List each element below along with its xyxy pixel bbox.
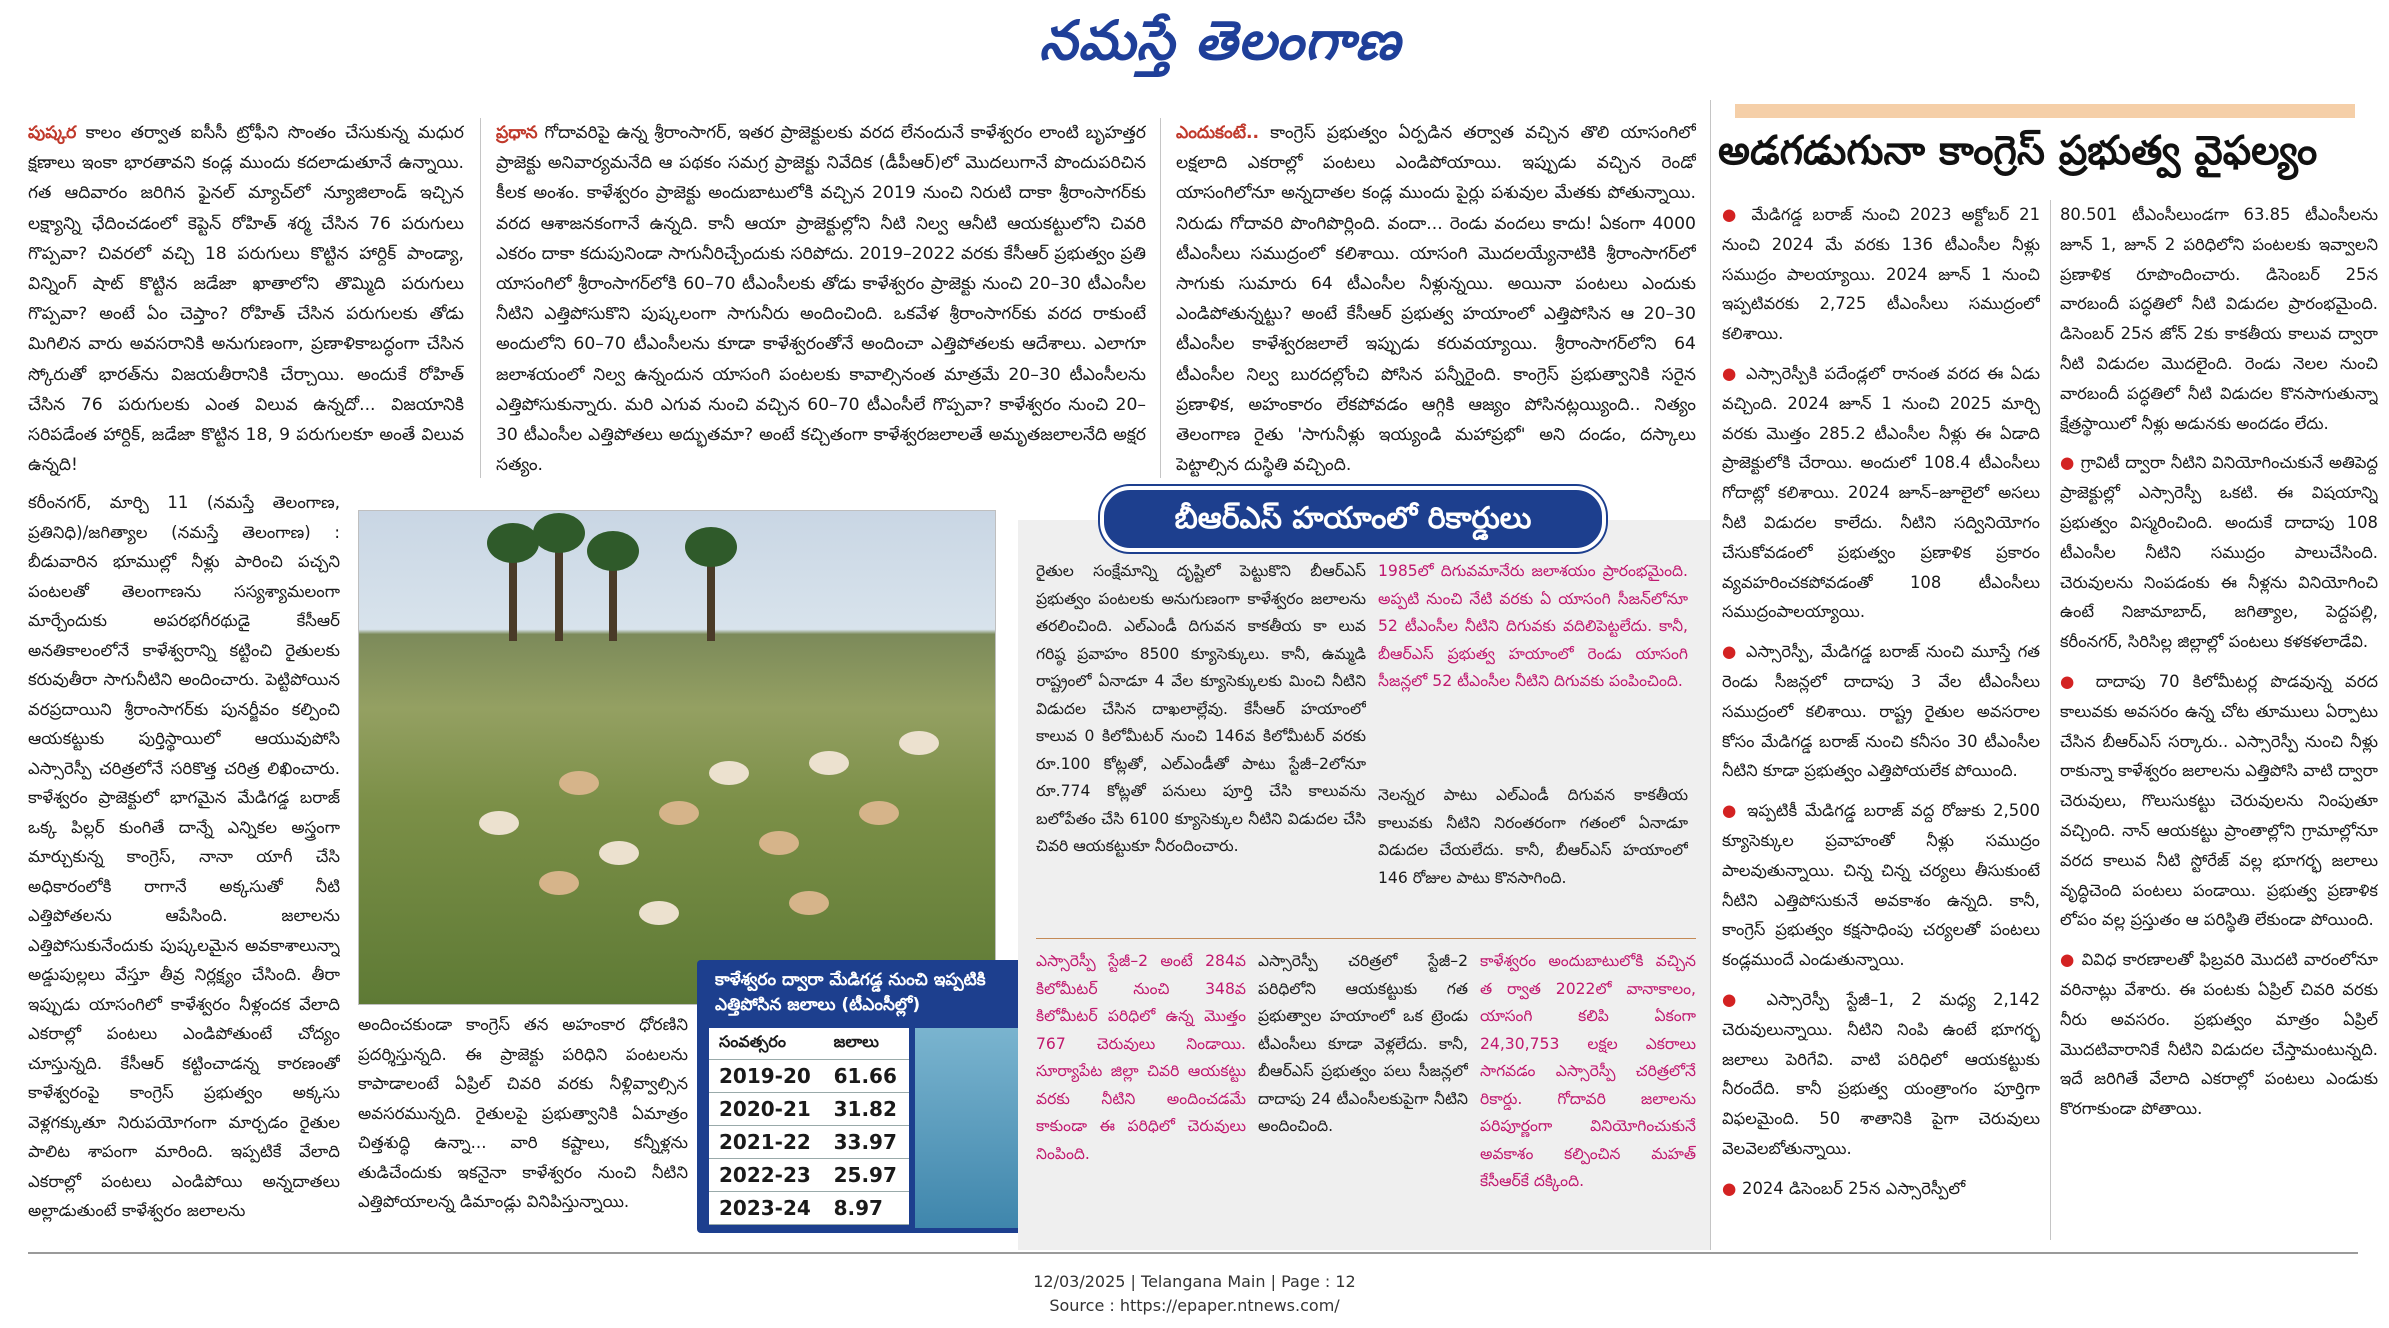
year-cell: 2023-24 (709, 1192, 824, 1225)
goat-icon (659, 801, 699, 825)
goat-icon (859, 801, 899, 825)
year-header: సంవత్సరం (709, 1028, 824, 1060)
goat-icon (709, 761, 749, 785)
goat-icon (789, 891, 829, 915)
year-cell: 2022-23 (709, 1159, 824, 1192)
bullet-icon: ● (2060, 950, 2082, 970)
failure-item (2060, 945, 2378, 1124)
col-1-text: కాలం తర్వాత ఐసీసీ ట్రోఫీని సొంతం చేసుకున్న మధుర క్షణాలు ఇంకా భారతావని కండ్ల ముందు కదలాడుతూనే ఉన్నాయి. గత ఆదివారం జరిగిన ఫైనల్ మ్యాచ్‌లో న్యూజిలాండ్ ఇచ్చిన లక్ష్యాన్ని ఛేదించడంలో కెప్టెన్ రోహిత్ శర్మ చేసిన 76 పరుగులు గొప్పవా? చివరలో వచ్చి 18 పరుగులు కొట్టిన హార్దిక్ పాండ్యా, విన్నింగ్ షాట్ కొట్టిన జడేజా ఖాతాలోని తొమ్మిది పరుగులు గొప్పవా? అంటే ఏం చెప్తాం? రోహిత్ చేసిన పరుగులకు తోడు మిగిలిన వారు అవసరానికి అనుగుణంగా, ప్రణాళికాబద్ధంగా చేసిన స్కోరుతో భారత్‌ను విజయతీరానికి చేర్చాయి. అందుకే రోహిత్ చేసిన 76 పరుగులకు ఎంత విలువ ఉన్నదో... విజయానికి సరిపడేంత హార్దిక్, జడేజా కొట్టిన 18, 9 పరుగులకూ అంతే విలువ ఉన్నది! (28, 123, 464, 476)
column-divider (480, 118, 481, 478)
column-divider (1160, 118, 1161, 478)
failure-item-text: ఎస్సారెస్పీ, మేడిగడ్డ బరాజ్ నుంచి మూస్తే గత రెండు సీజన్లలో దాదాపు 3 వేల టీఎంసీలు సముద్రంలో కలిశాయి. రాష్ట్ర రైతుల అవసరాల కోసం మేడిగడ్డ బరాజ్ నుంచి కనీసం 30 టీఎంసీల నీటిని కూడా ప్రభుత్వం ఎత్తిపోయలేక పోయింది. (1722, 642, 2040, 781)
report-text: కరీంనగర్, మార్చి 11 (నమస్తే తెలంగాణ, ప్రతినిధి)/జగిత్యాల (నమస్తే తెలంగాణ) : బీడువారిన భూముల్లో నీళ్లు పారించి పచ్చని పంటలతో తెలంగాణను సస్యశ్యామలంగా మార్చేందుకు అపరభగీరథుడై కేసీఆర్ అనతికాలంలోనే కాళేశ్వరాన్ని కట్టించి రైతులకు కరువుతీరా సాగునీటిని అందించారు. పెట్టిపోయిన వరప్రదాయిని శ్రీరాంసాగర్‌కు పునర్జీవం కల్పించి ఆయకట్టుకు పుర్తిస్థాయిలో ఆయువుపోసి ఎస్సారెస్పీ చరిత్రలోనే సరికొత్త చరిత్ర లిఖించారు. కాళేశ్వరం ప్రాజెక్టులో భాగమైన మేడిగడ్డ బరాజ్ ఒక్క పిల్లర్ కుంగితే దాన్నే ఎన్నికల అస్త్రంగా మార్చుకున్న కాంగ్రెస్, నానా యాగీ చేసి అధికారంలోకి రాగానే అక్కసుతో నీటి ఎత్తిపోతలను ఆపేసింది. జలాలను ఎత్తిపోసుకునేందుకు పుష్కలమైన అవకాశాలున్నా అడ్డుపుల్లలు వేస్తూ తీవ్ర నిర్లక్ష్యం చేసింది. తీరా ఇప్పుడు యాసంగిలో కాళేశ్వరం నీళ్లందక వేలాది ఎకరాల్లో పంటలు ఎండిపోతుంటే చోద్యం చూస్తున్నది. కేసీఆర్ కట్టించాడన్న కారణంతో కాళేశ్వరంపై కాంగ్రెస్ ప్రభుత్వం అక్కసు వెళ్లగక్కుతూ నిరుపయోగంగా మార్చడం రైతుల పాలిట శాపంగా మారింది. ఇప్పటికే వేలాది ఎకరాల్లో పంటలు ఎండిపోయి అన్నదాతలు అల్లాడుతుంటే కాళేశ్వరం జలాలను (28, 493, 340, 1220)
failure-item-text: 2024 డిసెంబర్ 25న ఎస్సారెస్పీలో (1742, 1178, 1966, 1198)
col-3-text: కాంగ్రెస్ ప్రభుత్వం ఏర్పడిన తర్వాత వచ్చిన తొలి యాసంగిలో లక్షలాది ఎకరాల్లో పంటలు ఎండిపోయాయి. ఇప్పుడు వచ్చిన రెండో యాసంగిలోనూ అన్నదాతల కండ్ల ముందు పైర్లు పశువుల మేతకు పోతున్నాయి. నిరుడు గోదావరి పొంగిపొర్లింది. వందా... రెండు వందలు కాదు! ఏకంగా 4000 టీఎంసీలు సముద్రంలో కలిశాయి. యాసంగి మొదలయ్యేనాటికి శ్రీరాంసాగర్‌లో సాగుకు సుమారు 64 టీఎంసీల నీళ్లున్నయి. అయినా పంటలు ఎందుకు ఎండిపోతున్నట్టు? అంటే కేసీఆర్ ప్రభుత్వ హయాంలో ఎత్తిపోసిన ఆ 20–30 టీఎంసీల కాళేశ్వరజలాలే ఇప్పుడు కరువయ్యాయి. శ్రీరాంసాగర్‌లోని 64 టీఎంసీల నిల్వ బురదల్లోంచి పోసిన పన్నీరైంది. కాంగ్రెస్ ప్రభుత్వానికి సరైన ప్రణాళిక, అహంకారం లేకపోవడం ఆగ్గికి ఆజ్యం పోసినట్లయ్యింది.. నిత్యం తెలంగాణ రైతు 'సాగునీళ్లు ఇయ్యండి మహాప్రభో' అని దండం, దస్కాలు పెట్టాల్సిన దుస్థితి వచ్చింది. (1176, 123, 1696, 476)
infobox-title: కాళేశ్వరం ద్వారా మేడిగడ్డ నుంచి ఇప్పటికి ఎత్తిపోసిన జలాలు (టీఎంసీల్లో) (715, 970, 986, 1015)
year-cell: 2020-21 (709, 1093, 824, 1126)
continued-text (358, 1010, 688, 1240)
records-box (1018, 520, 1710, 1250)
goat-icon (479, 811, 519, 835)
table-row (709, 1192, 909, 1225)
failures-headline: అడగడుగునా కాంగ్రెస్ ప్రభుత్వ వైఫల్యం (1718, 128, 2318, 174)
failure-item-text: దాదాపు 70 కిలోమీటర్ల పొడవున్న వరద కాలువకు అవసరం ఉన్న చోట తూములు ఏర్పాటు చేసిన బీఆర్‌ఎస్ సర్కారు.. ఎస్సారెస్పీ నుంచి నీళ్లు రాకున్నా కాళేశ్వరం జలాలను ఎత్తిపోసి వాటి ద్వారా చెరువులు, గొలుసుకట్టు చెరువులను నింపుతూ వచ్చింది. నాన్ ఆయకట్టు ప్రాంతాల్లోని గ్రామాల్లోనూ వరద కాలువ నీటి స్టోరేజ్ వల్ల భూగర్భ జలాలు వృద్ధిచెంది పంటలు పండాయి. ప్రభుత్వ ప్రణాళిక లోపం వల్ల ప్రస్తుతం ఆ పరిస్థితి లేకుండా పోయింది. (2060, 671, 2378, 930)
records-main (1036, 558, 1366, 950)
year-cell: 2021-22 (709, 1126, 824, 1159)
records-black-b (1258, 948, 1468, 1238)
records-pink-a-text: ఎస్సారెస్పీ స్టేజీ–2 అంటే 284వ కిలోమీటర్ నుంచి 348వ కిలోమీటర్ పరిధిలో ఉన్న మొత్తం 767 చెరువులు నిండాయి. సూర్యాపేట జిల్లా చివరి ఆయకట్టు వరకు నీటిని అందించడమే కాకుండా ఈ పరిధిలో చెరువులు నింపింది. (1036, 952, 1246, 1163)
failure-item-text: ఇప్పటికీ మేడిగడ్డ బరాజ్ వద్ద రోజుకు 2,500 క్యూసెక్కుల ప్రవాహంతో నీళ్లు సముద్రం పాలవుతున్నాయి. చిన్న చిన్న చర్యలు తీసుకుంటే నీటిని ఎత్తిపోసుకునే అవకాశం ఉన్నది. కానీ, కాంగ్రెస్ ప్రభుత్వం కక్షసాధింపు చర్యలతో పంటలు కండ్లముందే ఎండుతున్నాయి. (1722, 801, 2040, 970)
failure-item (1722, 359, 2040, 627)
value-cell: 31.82 (824, 1093, 909, 1126)
bullet-icon: ● (2060, 453, 2081, 473)
bullet-icon: ● (1722, 205, 1752, 224)
failure-item-text: ఎస్సారెస్పీ స్టేజీ–1, 2 మధ్య 2,142 చెరువులున్నాయి. నీటిని నింపి ఉంటే భూగర్భ జలాలు పెరిగేవి. వాటి పరిధిలో ఆయకట్టుకు నీరందేది. కానీ ప్రభుత్వ యంత్రాంగం పూర్తిగా విఫలమైంది. 50 శాతానికి పైగా చెరువులు వెలవెలబోతున్నాయి. (1722, 989, 2040, 1158)
failure-item-text: ఎస్సారెస్పీకి పదేండ్లలో రానంత వరద ఈ ఏడు వచ్చింది. 2024 జూన్ 1 నుంచి 2025 మార్చి వరకు మొత్తం 285.2 టీఎంసీల నీళ్లు ఈ ఏడాది ప్రాజెక్టులోకి చేరాయి. అందులో 108.4 టీఎంసీలు గోదాట్లో కలిశాయి. 2024 జూన్–జూలైలో అసలు నీటి విడుదల కాలేదు. నీటిని సద్వినియోగం చేసుకోవడంలో ప్రభుత్వం ప్రణాళిక ప్రకారం వ్యవహరించకపోవడంతో 108 టీఎంసీలు సముద్రంపాలయ్యాయి. (1722, 363, 2040, 622)
failure-item-text: వివిధ కారణాలతో ఫిబ్రవరి మొదటి వారంలోనూ వరినాట్లు వేశారు. ఈ పంటకు ఏప్రిల్ చివరి వరకు నీరు అవసరం. ప్రభుత్వం మాత్రం ఏప్రిల్ మొదటివారానికే నీటిని విడుదల చేస్తామంటున్నది. ఇదే జరిగితే వేలాది ఎకరాల్లో పంటలు ఎండుకు కొరగాకుండా పోతాయి. (2060, 950, 2378, 1119)
table-row (709, 1093, 909, 1126)
value-cell: 61.66 (824, 1060, 909, 1093)
page-bottom-rule (28, 1252, 2358, 1254)
failures-right-col (2060, 200, 2378, 1250)
failure-item-text: మేడిగడ్డ బరాజ్ నుంచి 2023 అక్టోబర్ 21 నుంచి 2024 మే వరకు 136 టీఎంసీల నీళ్లు సముద్రం పాలయ్యాయి. 2024 జూన్ 1 నుంచి ఇప్పటివరకు 2,725 టీఎంసీలు సముద్రంలో కలిశాయి. (1722, 205, 2040, 344)
water-header: జలాలు (824, 1028, 909, 1060)
value-cell: 8.97 (824, 1192, 909, 1225)
goat-icon (599, 841, 639, 865)
failure-item (1722, 985, 2040, 1164)
records-pink-c-text: కాళేశ్వరం అందుబాటులోకి వచ్చిన త ర్వాత 2022లో వానాకాలం, యాసంగి కలిపి ఏకంగా 24,30,753 లక్షల ఎకరాలు సాగవడం ఎస్సారెస్పీ చరిత్రలోనే రికార్డు. గోదావరి జలాలను పరిపూర్ణంగా వినియోగించుకునే అవకాశం కల్పించిన మహత్ కేసీఆర్‌కే దక్కింది. (1480, 952, 1696, 1190)
goat-icon (559, 771, 599, 795)
records-banner: బీఆర్‌ఎస్ హయాంలో రికార్డులు (1100, 486, 1606, 552)
article-col-3 (1176, 118, 1696, 480)
goats-field-photo (358, 510, 996, 1005)
goat-icon (639, 901, 679, 925)
year-cell: 2019-20 (709, 1060, 824, 1093)
report-col (28, 488, 340, 1240)
records-pink-1-text: 1985లో దిగువమానేరు జలాశయం ప్రారంభమైంది. అప్పటి నుంచి నేటి వరకు ఏ యాసంగి సీజన్‌లోనూ 52 టీఎంసీల నీటిని దిగువకు వదిలిపెట్టలేదు. కానీ, బీఆర్‌ఎస్ ప్రభుత్వ హయాంలో రెండు యాసంగి సీజన్లలో 52 టీఎంసీల నీటిని దిగువకు పంపించింది. (1378, 562, 1688, 690)
palm-tree-icon (707, 555, 715, 641)
failure-item-text: గ్రావిటీ ద్వారా నీటిని వినియోగించుకునే అతిపెద్ద ప్రాజెక్టుల్లో ఎస్సారెస్పీ ఒకటి. ఈ విషయాన్ని ప్రభుత్వం విస్మరించింది. అందుకే దాదాపు 108 టీఎంసీల నీటిని సముద్రం పాలుచేసింది. చెరువులను నింపడంకు ఈ నీళ్లను వినియోగించి ఉంటే నిజామాబాద్, జగిత్యాల, పెద్దపల్లి, కరీంనగర్, సిరిసిల్ల జిల్లాల్లో పంటలు కళకళలాడేవి. (2060, 453, 2378, 652)
failure-item (1722, 1174, 2040, 1204)
failure-item (1722, 637, 2040, 786)
column-divider (1710, 100, 1711, 1250)
value-cell: 33.97 (824, 1126, 909, 1159)
footer-date-line: 12/03/2025 | Telangana Main | Page : 12 (1033, 1272, 1356, 1291)
palm-tree-icon (509, 551, 517, 641)
records-main-text: రైతుల సంక్షేమాన్ని దృష్టిలో పెట్టుకొని బీఆర్‌ఎస్ ప్రభుత్వం పంటలకు అనుగుణంగా కాళేశ్వరం జలాలను తరలించింది. ఎల్‌ఎండీ దిగువన కాకతీయ కా లువ గరిష్ఠ ప్రవాహం 8500 క్యూసెక్కులు. కానీ, ఉమ్మడి రాష్ట్రంలో ఏనాడూ 4 వేల క్యూసెక్కులకు మించి నీటిని విడుదల చేసిన దాఖలాల్లేవు. కేసీఆర్ హయాంలో కాలువ 0 కిలోమీటర్ నుంచి 146వ కిలోమీటర్ వరకు రూ.100 కోట్లతో, ఎల్‌ఎండీతో పాటు స్టేజీ–2లోనూ రూ.774 కోట్లతో పనులు పూర్తి చేసి కాలువను బలోపేతం చేసి 6100 క్యూసెక్కుల నీటిని విడుదల చేసి చివరి ఆయకట్టుకూ నీరందించారు. (1036, 562, 1366, 855)
lead-word-3: ఎందుకంటే.. (1176, 123, 1260, 143)
lifted-water-table (709, 1028, 909, 1225)
table-row (709, 1060, 909, 1093)
column-divider (2050, 200, 2051, 1240)
records-pink-a (1036, 948, 1246, 1238)
failure-continued: 80.501 టీఎంసీలుండగా 63.85 టీఎంసీలను జూన్ 1, జూన్ 2 పరిధిలోని పంటలకు ఇవ్వాలని ప్రణాళిక రూపొందించారు. డిసెంబర్ 25న వారబందీ పద్ధతిలో నీటి విడుదల ప్రారంభమైంది. డిసెంబర్ 25న జోన్ 2కు కాకతీయ కాలువ ద్వారా నీటి విడుదల మొదలైంది. రెండు నెలల నుంచి వారబందీ పద్ధతిలో నీటి విడుదల కొనసాగుతున్నా క్షేత్రస్థాయిలో నీళ్లు అడునకు అందడం లేదు. (2060, 205, 2378, 433)
records-divider (1036, 938, 1696, 939)
table-row (709, 1126, 909, 1159)
bullet-icon: ● (2060, 671, 2096, 691)
palm-tree-icon (609, 559, 617, 641)
continued-text-body: అందించకుండా కాంగ్రెస్ తన అహంకార ధోరణిని ప్రదర్శిస్తున్నది. ఈ ప్రాజెక్టు పరిధిని పంటలను కాపాడాలంటే ఏప్రిల్ చివరి వరకు నీళ్లివ్వాల్సిన అవసరమున్నది. రైతులపై ప్రభుత్వానికి ఏమాత్రం చిత్తశుద్ధి ఉన్నా... వారి కష్టాలు, కన్నీళ్లను తుడిచేందుకు ఇకనైనా కాళేశ్వరం నుంచి నీటిని ఎత్తిపోయాలన్న డిమాండ్లు వినిపిస్తున్నాయి. (358, 1015, 688, 1211)
bullet-icon: ● (1722, 801, 1748, 821)
records-black-2-text: నెలన్నర పాటు ఎల్‌ఎండీ దిగువన కాకతీయ కాలువకు నీటిని నిరంతరంగా గతంలో ఏనాడూ విడుదల చేయలేదు. కానీ, బీఆర్‌ఎస్ హయాంలో 146 రోజుల పాటు కొనసాగింది. (1378, 786, 1688, 887)
lead-word-1: పుష్కర (28, 123, 77, 143)
goat-icon (899, 731, 939, 755)
bullet-icon: ● (1722, 989, 1767, 1009)
failures-left-col (1722, 200, 2040, 1250)
article-col-2 (496, 118, 1146, 480)
col-2-text: గోదావరిపై ఉన్న శ్రీరాంసాగర్, ఇతర ప్రాజెక్టులకు వరద లేనందునే కాళేశ్వరం లాంటి బృహత్తర ప్రాజెక్టు అనివార్యమనేది ఆ పథకం సమగ్ర ప్రాజెక్టు నివేదిక (డీపీఆర్)లో మొదలుగానే పొందుపరిచిన కీలక అంశం. కాళేశ్వరం ప్రాజెక్టు అందుబాటులోకి వచ్చిన 2019 నుంచి నిరుటి దాకా శ్రీరాంసాగర్‌కు వరద ఆశాజనకంగానే ఉన్నది. కానీ ఆయా ప్రాజెక్టుల్లోని నీటి నిల్వ ఆనీటి ఆయకట్టులోని చివరి ఎకరం దాకా కదుపునిండా సాగునీరిచ్చేందుకు సరిపోదు. 2019–2022 వరకు కేసీఆర్ ప్రభుత్వం ప్రతి యాసంగిలో శ్రీరాంసాగర్‌లోకి 60–70 టీఎంసీలకు తోడు కాళేశ్వరం ప్రాజెక్టు నుంచి 20–30 టీఎంసీల నీటిని ఎత్తిపోసుకొని పుష్కలంగా సాగునీరు అందించింది. ఒకవేళ శ్రీరాంసాగర్‌కు వరద రాకుంటే అందులోని 60–70 టీఎంసీలను కూడా కాళేశ్వరంతోనే అందించా ఎత్తిపోతలకు ఆదేశాలు. ఎలాగూ జలాశయంలో నిల్వ ఉన్నందున యాసంగి పంటలకు కావాల్సినంత మాత్రమే 20–30 టీఎంసీలను ఎత్తిపోసుకున్నారు. మరి ఎగువ నుంచి వచ్చిన 60–70 టీఎంసీలే గొప్పవా? కాళేశ్వరం నుంచి 20–30 టీఎంసీల ఎత్తిపోతలు అద్భుతమా? అంటే కచ్చితంగా కాళేశ్వరజలాలతే అమృతజలాలనేది అక్షర సత్యం. (496, 123, 1146, 476)
records-pink-1 (1378, 558, 1688, 774)
palm-tree-icon (555, 541, 563, 641)
lifted-water-infobox (697, 960, 1025, 1233)
headline-bar (1735, 104, 2355, 118)
failure-item (2060, 667, 2378, 935)
lead-word-2: ప్రధాన (496, 123, 538, 143)
river-water-photo (915, 1028, 1019, 1228)
goat-icon (809, 751, 849, 775)
goat-icon (539, 871, 579, 895)
bullet-icon: ● (1722, 363, 1747, 383)
bullet-icon: ● (1722, 1178, 1743, 1198)
records-black-2 (1378, 782, 1688, 932)
masthead-logo: నమస్తే తెలంగాణ (1039, 8, 1401, 72)
failure-item (1722, 796, 2040, 975)
failure-item (1722, 200, 2040, 349)
table-header-row (709, 1028, 909, 1060)
value-cell: 25.97 (824, 1159, 909, 1192)
footer-source-line: Source : https://epaper.ntnews.com/ (1049, 1296, 1340, 1315)
failure-item (2060, 448, 2378, 657)
records-pink-c (1480, 948, 1696, 1238)
table-row (709, 1159, 909, 1192)
records-black-b-text: ఎస్సారెస్పీ చరిత్రలో స్టేజీ–2 పరిధిలోని ఆయకట్టుకు గత ప్రభుత్వాల హయాంలో ఒక ట్రెండు టీఎంసీలు కూడా వెళ్లలేదు. కానీ, బీఆర్‌ఎస్ ప్రభుత్వం పలు సీజన్లలో దాదాపు 24 టీఎంసీలకుపైగా నీటిని అందించింది. (1258, 952, 1468, 1135)
article-col-1 (28, 118, 464, 480)
goat-icon (759, 831, 799, 855)
bullet-icon: ● (1722, 642, 1746, 662)
